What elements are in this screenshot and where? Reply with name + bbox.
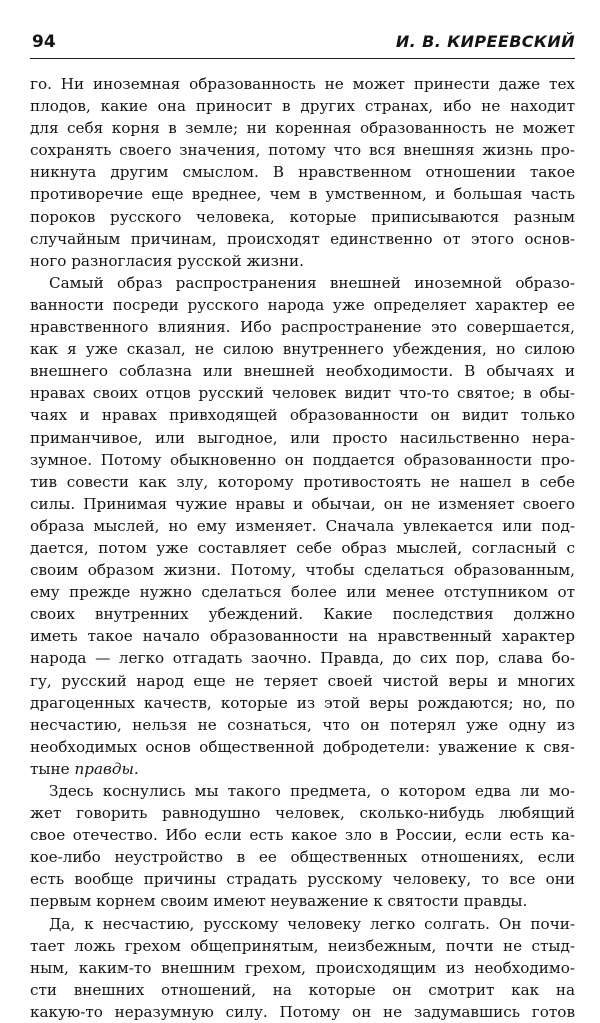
header-rule: [30, 58, 575, 59]
text-line: свое отечество. Ибо если есть какое зло в России, если есть ка-: [30, 826, 575, 845]
text-line: плодов, какие она приносит в других странах, ибо не находит: [30, 97, 575, 116]
book-page: [30, 28, 575, 1023]
text-line: гу, русский народ еще не теряет своей чистой веры и многих: [30, 671, 575, 690]
text-line: ным, каким-то внешним грехом, происходящим из необходимо-: [30, 958, 575, 977]
text-line: го. Ни иноземная образованность не может принести даже тех: [30, 75, 575, 93]
text-line: иметь такое начало образованности на нравственный характер: [30, 627, 575, 646]
text-line: чаях и нравах привходящей образованности он видит только: [30, 406, 575, 425]
text-line: пороков русского человека, которые приписываются разным: [30, 207, 575, 226]
text-line: Здесь коснулись мы такого предмета, о котором едва ли мо-: [49, 782, 575, 800]
text-line: приманчивое, или выгодное, или просто насильственно нера-: [30, 428, 575, 447]
text-line: [30, 758, 575, 780]
text-line: ему прежде нужно сделаться более или менее отступником от: [30, 583, 575, 602]
text-line: ного разногласия русской жизни.: [30, 251, 304, 270]
text-line: народа — легко отгадать заочно. Правда, до сих пор, слава бо-: [30, 649, 575, 668]
text-line: внешнего соблазна или внешней необходимости. В обычаях и: [30, 362, 575, 381]
text-line: для себя корня в земле; ни коренная образованность не может: [30, 119, 575, 138]
text-line: своим образом жизни. Потому, чтобы сделаться образованным,: [30, 561, 575, 580]
text-line: кое-либо неустройство в ее общественных отношениях, если: [30, 848, 575, 867]
page-number: 94: [32, 32, 56, 52]
text-line: тает ложь грехом общепринятым, неизбежным, почти не стыд-: [30, 936, 575, 955]
text-line: нравственного влияния. Ибо распространение это совершается,: [30, 318, 575, 337]
text-line: Да, к несчастию, русскому человеку легко солгать. Он почи-: [49, 914, 575, 933]
text-line: несчастию, нельзя не сознаться, что он потерял уже одну из: [30, 715, 575, 734]
text-line: необходимых основ общественной добродетели: уважение к свя-: [30, 737, 575, 756]
text-line: дается, потом уже составляет себе образ мыслей, согласный с: [30, 538, 575, 557]
text-line: образа мыслей, но ему изменяет. Сначала увлекается или под-: [30, 516, 575, 535]
text-line: жет говорить равнодушно человек, сколько-нибудь любящий: [30, 804, 575, 823]
text-line: ванности посреди русского народа уже определяет характер ее: [30, 295, 575, 314]
text-line: тив совести как злу, которому противостоять не нашел в себе: [30, 472, 575, 491]
text-line: зумное. Потому обыкновенно он поддается образованности про-: [30, 450, 575, 469]
body-text: [30, 73, 575, 1023]
text-line: какую-то неразумную силу. Потому он не задумавшись готов: [30, 1002, 575, 1021]
text-line: сохранять своего значения, потому что вся внешняя жизнь про-: [30, 141, 575, 160]
text-line: Самый образ распространения внешней иноземной образо-: [49, 273, 575, 292]
running-head: И. В. КИРЕЕВСКИЙ: [395, 32, 575, 51]
text-line: сти внешних отношений, на которые он смотрит как на: [30, 980, 575, 999]
emphasis-word: правды: [74, 759, 134, 778]
text-fragment: тыне: [30, 759, 70, 778]
text-line: никнута другим смыслом. В нравственном отношении такое: [30, 163, 575, 182]
text-line: силы. Принимая чужие нравы и обычаи, он не изменяет своего: [30, 494, 575, 513]
text-line: случайным причинам, происходят единственно от этого основ-: [30, 229, 575, 248]
text-line: противоречие еще вреднее, чем в умственном, и большая часть: [30, 185, 575, 204]
text-fragment: .: [133, 759, 139, 778]
text-line: первым корнем своим имеют неуважение к святости правды.: [30, 892, 528, 911]
page-header: [30, 28, 575, 58]
text-line: есть вообще причины страдать русскому человеку, то все они: [30, 870, 575, 889]
text-line: драгоценных качеств, которые из этой веры рождаются; но, по: [30, 693, 575, 712]
text-line: как я уже сказал, не силою внутреннего убеждения, но силою: [30, 340, 575, 359]
text-line: нравах своих отцов русский человек видит что-то святое; в обы-: [30, 384, 575, 403]
text-line: своих внутренних убеждений. Какие последствия должно: [30, 605, 575, 624]
